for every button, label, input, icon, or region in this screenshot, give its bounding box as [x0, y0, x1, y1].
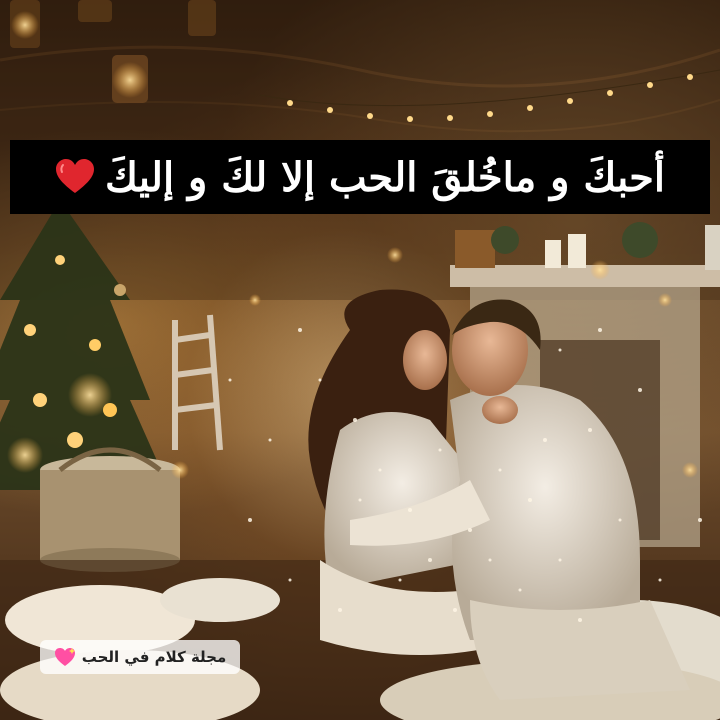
caption-bar	[10, 140, 710, 214]
watermark-text: مجلة كلام في الحب	[81, 648, 227, 666]
wicker-basket	[40, 450, 180, 572]
red-heart-icon	[55, 159, 95, 195]
caption-text: أحبكَ و ماخُلقَ الحب إلا لكَ و إليكَ	[105, 153, 665, 201]
sparkling-heart-icon	[54, 647, 76, 667]
watermark-badge	[40, 640, 240, 674]
white-chair	[175, 315, 220, 450]
